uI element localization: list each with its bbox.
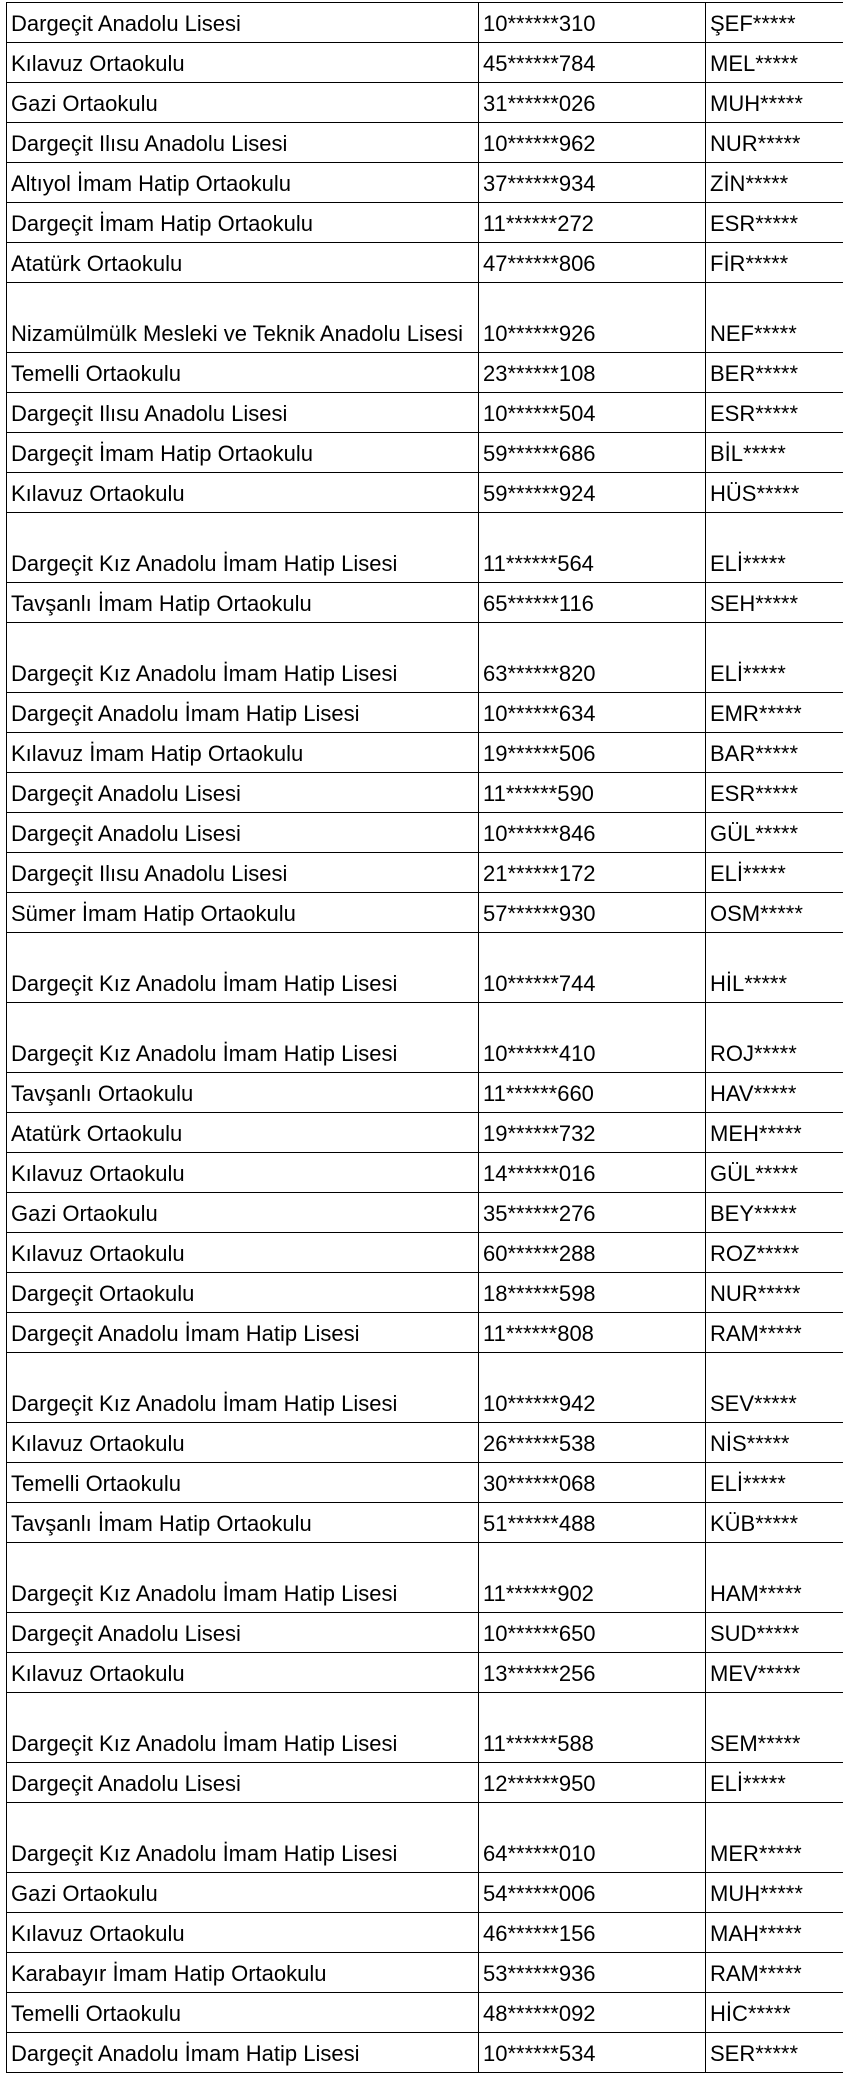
id-number-cell: 10******534 xyxy=(479,2033,706,2073)
table-row xyxy=(7,353,843,393)
id-number-cell: 31******026 xyxy=(479,83,706,123)
school-cell: Kılavuz Ortaokulu xyxy=(7,473,479,513)
table-row xyxy=(7,773,843,813)
id-number-cell: 10******926 xyxy=(479,283,706,353)
table-row xyxy=(7,1803,843,1873)
id-number-cell: 11******590 xyxy=(479,773,706,813)
student-name-cell: KÜB***** xyxy=(706,1503,843,1543)
id-number-cell: 19******506 xyxy=(479,733,706,773)
table-row xyxy=(7,813,843,853)
student-name-cell: ŞEF***** xyxy=(706,3,843,43)
table-row xyxy=(7,583,843,623)
table-row xyxy=(7,1993,843,2033)
school-cell: Karabayır İmam Hatip Ortaokulu xyxy=(7,1953,479,1993)
table-row xyxy=(7,1953,843,1993)
table-row xyxy=(7,1353,843,1423)
school-cell: Atatürk Ortaokulu xyxy=(7,1113,479,1153)
table-row xyxy=(7,1153,843,1193)
id-number-cell: 11******564 xyxy=(479,513,706,583)
student-name-cell: SER***** xyxy=(706,2033,843,2073)
table-row xyxy=(7,83,843,123)
table-row xyxy=(7,1233,843,1273)
id-number-cell: 10******942 xyxy=(479,1353,706,1423)
student-name-cell: NEF***** xyxy=(706,283,843,353)
table-row xyxy=(7,1613,843,1653)
id-number-cell: 59******686 xyxy=(479,433,706,473)
school-cell: Kılavuz Ortaokulu xyxy=(7,43,479,83)
student-name-cell: ELİ***** xyxy=(706,853,843,893)
student-name-cell: ESR***** xyxy=(706,203,843,243)
id-number-cell: 11******808 xyxy=(479,1313,706,1353)
school-cell: Dargeçit Kız Anadolu İmam Hatip Lisesi xyxy=(7,933,479,1003)
school-cell: Dargeçit İmam Hatip Ortaokulu xyxy=(7,433,479,473)
school-cell: Temelli Ortaokulu xyxy=(7,1463,479,1503)
student-name-cell: ZİN***** xyxy=(706,163,843,203)
school-cell: Kılavuz İmam Hatip Ortaokulu xyxy=(7,733,479,773)
school-cell: Dargeçit Anadolu Lisesi xyxy=(7,813,479,853)
table-row xyxy=(7,1003,843,1073)
student-name-cell: ELİ***** xyxy=(706,623,843,693)
school-cell: Dargeçit Kız Anadolu İmam Hatip Lisesi xyxy=(7,623,479,693)
student-name-cell: HAM***** xyxy=(706,1543,843,1613)
id-number-cell: 10******650 xyxy=(479,1613,706,1653)
school-cell: Dargeçit Kız Anadolu İmam Hatip Lisesi xyxy=(7,1003,479,1073)
id-number-cell: 46******156 xyxy=(479,1913,706,1953)
table-row xyxy=(7,1073,843,1113)
id-number-cell: 18******598 xyxy=(479,1273,706,1313)
school-cell: Dargeçit İmam Hatip Ortaokulu xyxy=(7,203,479,243)
school-cell: Kılavuz Ortaokulu xyxy=(7,1653,479,1693)
id-number-cell: 10******504 xyxy=(479,393,706,433)
id-number-cell: 63******820 xyxy=(479,623,706,693)
school-cell: Dargeçit Ilısu Anadolu Lisesi xyxy=(7,123,479,163)
table-row xyxy=(7,693,843,733)
school-cell: Altıyol İmam Hatip Ortaokulu xyxy=(7,163,479,203)
id-number-cell: 13******256 xyxy=(479,1653,706,1693)
id-number-cell: 19******732 xyxy=(479,1113,706,1153)
student-list-body xyxy=(7,3,843,2073)
student-name-cell: NİS***** xyxy=(706,1423,843,1463)
student-name-cell: SEM***** xyxy=(706,1693,843,1763)
table-row xyxy=(7,283,843,353)
student-name-cell: ELİ***** xyxy=(706,513,843,583)
table-row xyxy=(7,203,843,243)
id-number-cell: 45******784 xyxy=(479,43,706,83)
table-row xyxy=(7,1763,843,1803)
table-row xyxy=(7,933,843,1003)
school-cell: Dargeçit Kız Anadolu İmam Hatip Lisesi xyxy=(7,1543,479,1613)
table-row xyxy=(7,393,843,433)
school-cell: Gazi Ortaokulu xyxy=(7,1193,479,1233)
student-name-cell: ROZ***** xyxy=(706,1233,843,1273)
student-name-cell: HAV***** xyxy=(706,1073,843,1113)
id-number-cell: 48******092 xyxy=(479,1993,706,2033)
student-name-cell: MUH***** xyxy=(706,1873,843,1913)
school-cell: Atatürk Ortaokulu xyxy=(7,243,479,283)
id-number-cell: 35******276 xyxy=(479,1193,706,1233)
id-number-cell: 51******488 xyxy=(479,1503,706,1543)
school-cell: Dargeçit Anadolu Lisesi xyxy=(7,1613,479,1653)
id-number-cell: 54******006 xyxy=(479,1873,706,1913)
student-name-cell: ELİ***** xyxy=(706,1463,843,1503)
id-number-cell: 11******902 xyxy=(479,1543,706,1613)
student-name-cell: GÜL***** xyxy=(706,813,843,853)
table-row xyxy=(7,243,843,283)
student-name-cell: SUD***** xyxy=(706,1613,843,1653)
student-name-cell: OSM***** xyxy=(706,893,843,933)
table-row xyxy=(7,1873,843,1913)
school-cell: Dargeçit Anadolu Lisesi xyxy=(7,3,479,43)
table-row xyxy=(7,1543,843,1613)
school-cell: Dargeçit Kız Anadolu İmam Hatip Lisesi xyxy=(7,513,479,583)
school-cell: Temelli Ortaokulu xyxy=(7,353,479,393)
id-number-cell: 10******410 xyxy=(479,1003,706,1073)
id-number-cell: 10******634 xyxy=(479,693,706,733)
id-number-cell: 57******930 xyxy=(479,893,706,933)
school-cell: Dargeçit Kız Anadolu İmam Hatip Lisesi xyxy=(7,1693,479,1763)
table-row xyxy=(7,1463,843,1503)
id-number-cell: 14******016 xyxy=(479,1153,706,1193)
id-number-cell: 23******108 xyxy=(479,353,706,393)
table-row xyxy=(7,1423,843,1463)
id-number-cell: 64******010 xyxy=(479,1803,706,1873)
student-name-cell: HİC***** xyxy=(706,1993,843,2033)
student-name-cell: ROJ***** xyxy=(706,1003,843,1073)
student-name-cell: MUH***** xyxy=(706,83,843,123)
student-name-cell: SEH***** xyxy=(706,583,843,623)
school-cell: Dargeçit Anadolu İmam Hatip Lisesi xyxy=(7,693,479,733)
table-row xyxy=(7,473,843,513)
student-name-cell: BER***** xyxy=(706,353,843,393)
student-name-cell: HÜS***** xyxy=(706,473,843,513)
student-name-cell: ELİ***** xyxy=(706,1763,843,1803)
id-number-cell: 65******116 xyxy=(479,583,706,623)
table-row xyxy=(7,513,843,583)
table-row xyxy=(7,163,843,203)
school-cell: Temelli Ortaokulu xyxy=(7,1993,479,2033)
school-cell: Kılavuz Ortaokulu xyxy=(7,1233,479,1273)
id-number-cell: 47******806 xyxy=(479,243,706,283)
id-number-cell: 60******288 xyxy=(479,1233,706,1273)
student-name-cell: BAR***** xyxy=(706,733,843,773)
table-row xyxy=(7,3,843,43)
table-row xyxy=(7,623,843,693)
student-name-cell: NUR***** xyxy=(706,1273,843,1313)
table-row xyxy=(7,1313,843,1353)
school-cell: Dargeçit Anadolu İmam Hatip Lisesi xyxy=(7,1313,479,1353)
table-row xyxy=(7,733,843,773)
student-name-cell: MEH***** xyxy=(706,1113,843,1153)
student-name-cell: RAM***** xyxy=(706,1953,843,1993)
student-name-cell: FİR***** xyxy=(706,243,843,283)
id-number-cell: 10******962 xyxy=(479,123,706,163)
id-number-cell: 10******744 xyxy=(479,933,706,1003)
id-number-cell: 12******950 xyxy=(479,1763,706,1803)
student-name-cell: HİL***** xyxy=(706,933,843,1003)
table-row xyxy=(7,1193,843,1233)
id-number-cell: 53******936 xyxy=(479,1953,706,1993)
table-row xyxy=(7,1653,843,1693)
school-cell: Kılavuz Ortaokulu xyxy=(7,1913,479,1953)
school-cell: Tavşanlı İmam Hatip Ortaokulu xyxy=(7,583,479,623)
school-cell: Sümer İmam Hatip Ortaokulu xyxy=(7,893,479,933)
school-cell: Dargeçit Kız Anadolu İmam Hatip Lisesi xyxy=(7,1803,479,1873)
school-cell: Nizamülmülk Mesleki ve Teknik Anadolu Lisesi xyxy=(7,283,479,353)
school-cell: Tavşanlı İmam Hatip Ortaokulu xyxy=(7,1503,479,1543)
id-number-cell: 10******846 xyxy=(479,813,706,853)
school-cell: Gazi Ortaokulu xyxy=(7,83,479,123)
school-cell: Dargeçit Kız Anadolu İmam Hatip Lisesi xyxy=(7,1353,479,1423)
student-name-cell: MEV***** xyxy=(706,1653,843,1693)
school-cell: Gazi Ortaokulu xyxy=(7,1873,479,1913)
student-name-cell: MER***** xyxy=(706,1803,843,1873)
school-cell: Dargeçit Anadolu Lisesi xyxy=(7,1763,479,1803)
student-name-cell: BEY***** xyxy=(706,1193,843,1233)
id-number-cell: 11******272 xyxy=(479,203,706,243)
student-name-cell: MEL***** xyxy=(706,43,843,83)
school-cell: Dargeçit Anadolu İmam Hatip Lisesi xyxy=(7,2033,479,2073)
student-name-cell: GÜL***** xyxy=(706,1153,843,1193)
student-name-cell: EMR***** xyxy=(706,693,843,733)
school-cell: Dargeçit Anadolu Lisesi xyxy=(7,773,479,813)
student-list-table xyxy=(6,2,843,2073)
school-cell: Dargeçit Ilısu Anadolu Lisesi xyxy=(7,393,479,433)
student-name-cell: NUR***** xyxy=(706,123,843,163)
id-number-cell: 11******588 xyxy=(479,1693,706,1763)
id-number-cell: 26******538 xyxy=(479,1423,706,1463)
school-cell: Tavşanlı Ortaokulu xyxy=(7,1073,479,1113)
table-row xyxy=(7,1113,843,1153)
student-name-cell: MAH***** xyxy=(706,1913,843,1953)
student-name-cell: ESR***** xyxy=(706,393,843,433)
school-cell: Dargeçit Ilısu Anadolu Lisesi xyxy=(7,853,479,893)
table-row xyxy=(7,1273,843,1313)
id-number-cell: 11******660 xyxy=(479,1073,706,1113)
table-row xyxy=(7,1913,843,1953)
id-number-cell: 59******924 xyxy=(479,473,706,513)
table-row xyxy=(7,893,843,933)
student-name-cell: BİL***** xyxy=(706,433,843,473)
table-row xyxy=(7,853,843,893)
table-row xyxy=(7,2033,843,2073)
student-name-cell: ESR***** xyxy=(706,773,843,813)
table-row xyxy=(7,1503,843,1543)
school-cell: Kılavuz Ortaokulu xyxy=(7,1423,479,1463)
school-cell: Dargeçit Ortaokulu xyxy=(7,1273,479,1313)
id-number-cell: 30******068 xyxy=(479,1463,706,1503)
table-row xyxy=(7,43,843,83)
id-number-cell: 21******172 xyxy=(479,853,706,893)
id-number-cell: 10******310 xyxy=(479,3,706,43)
school-cell: Kılavuz Ortaokulu xyxy=(7,1153,479,1193)
table-row xyxy=(7,123,843,163)
student-name-cell: RAM***** xyxy=(706,1313,843,1353)
table-row xyxy=(7,433,843,473)
id-number-cell: 37******934 xyxy=(479,163,706,203)
student-name-cell: SEV***** xyxy=(706,1353,843,1423)
table-row xyxy=(7,1693,843,1763)
